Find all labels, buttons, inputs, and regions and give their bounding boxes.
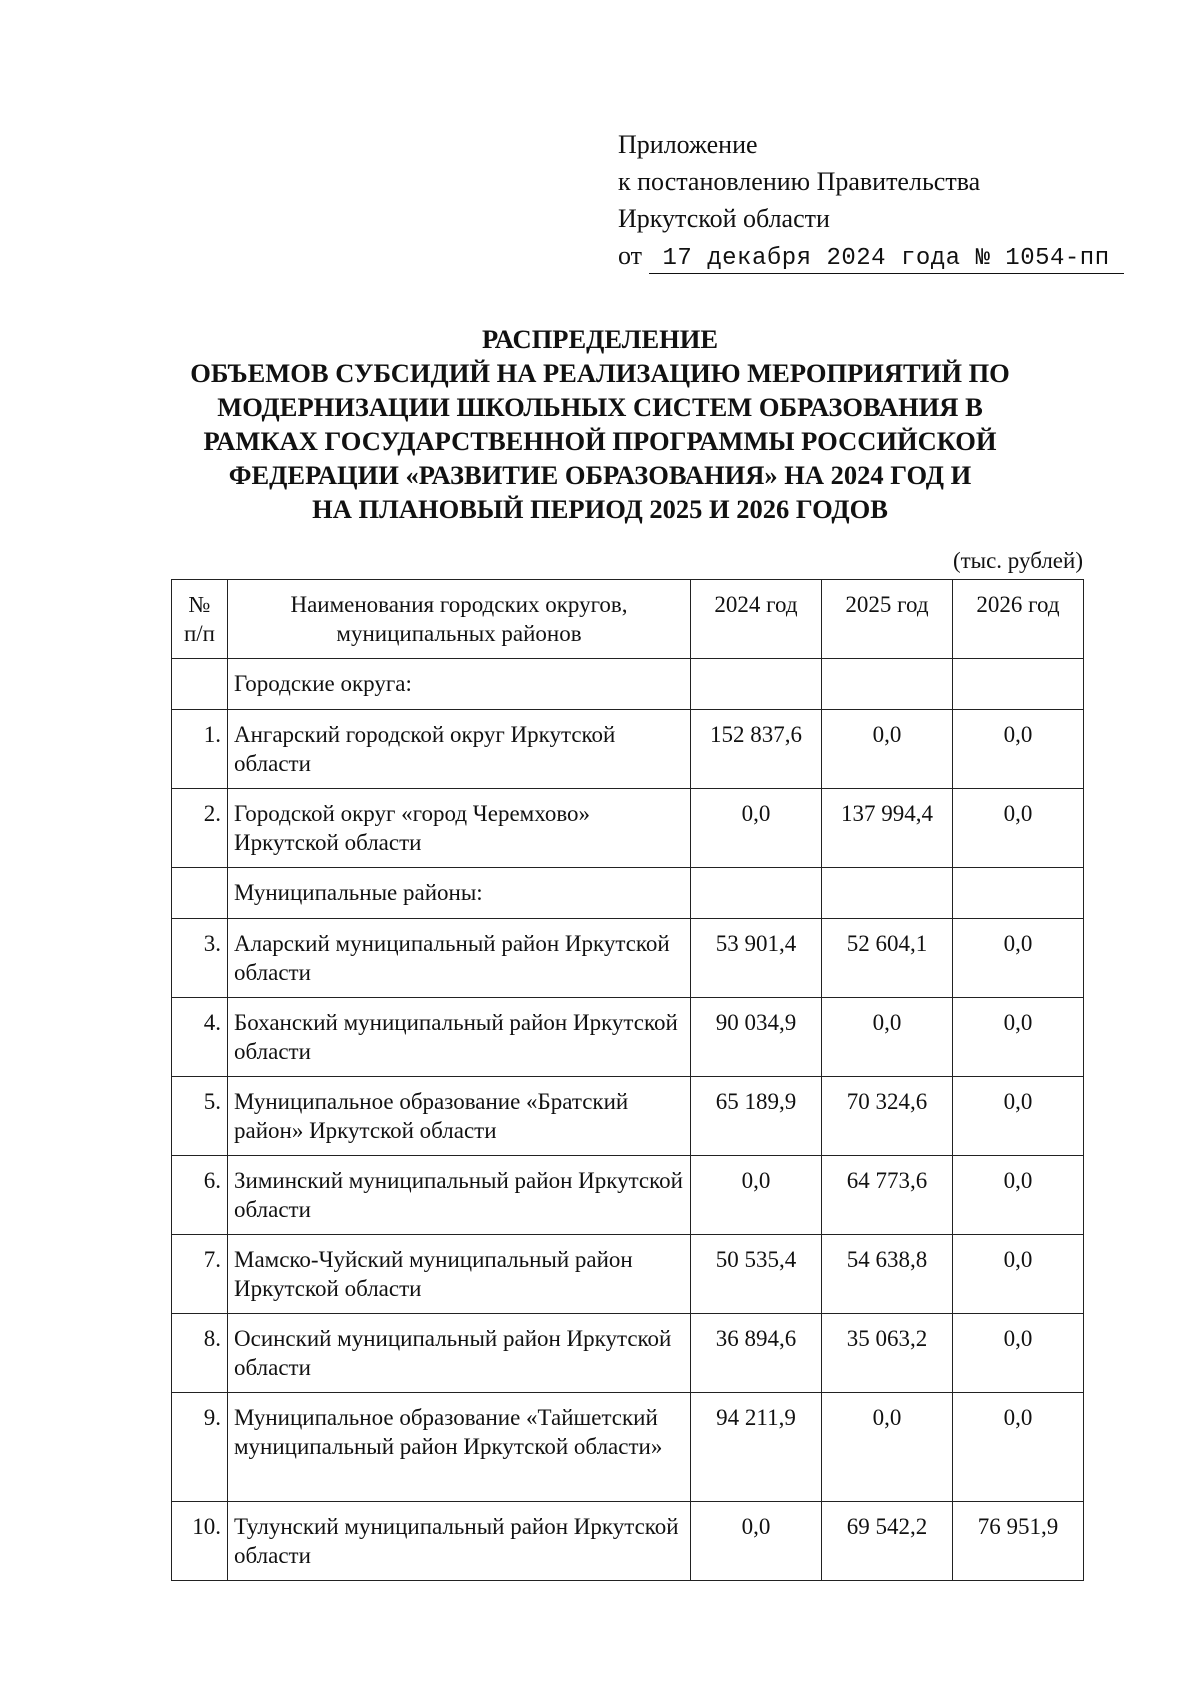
row-name: Боханский муниципальный район Иркутской области: [228, 998, 691, 1077]
header-name-line-1: Наименования городских округов,: [290, 592, 628, 617]
row-number: 8.: [172, 1314, 228, 1393]
row-name: Городской округ «город Черемхово» Иркутской области: [228, 789, 691, 868]
appendix-block: [618, 126, 1124, 274]
row-value-2026: 76 951,9: [953, 1502, 1084, 1581]
header-name-line-2: муниципальных районов: [336, 621, 582, 646]
row-name: Осинский муниципальный район Иркутской области: [228, 1314, 691, 1393]
row-value-2025: 0,0: [822, 1393, 953, 1502]
table-row: [172, 1314, 1084, 1393]
row-number: 5.: [172, 1077, 228, 1156]
group-label-urban: Городские округа:: [228, 659, 691, 710]
row-number: 9.: [172, 1393, 228, 1502]
group-empty-cell: [953, 659, 1084, 710]
title-line-1: РАСПРЕДЕЛЕНИЕ: [481, 324, 719, 354]
title-line-4: РАМКАХ ГОСУДАРСТВЕННОЙ ПРОГРАММЫ РОССИЙСКОЙ: [203, 426, 997, 456]
appendix-line-1: Приложение: [618, 130, 758, 159]
group-empty-cell: [822, 659, 953, 710]
row-number: 2.: [172, 789, 228, 868]
row-value-2025: 0,0: [822, 710, 953, 789]
table-row: [172, 789, 1084, 868]
appendix-line-2: к постановлению Правительства: [618, 167, 981, 196]
row-name: Аларский муниципальный район Иркутской области: [228, 919, 691, 998]
row-number: 3.: [172, 919, 228, 998]
header-number-line-1: №: [188, 592, 211, 617]
group-label-municipal: Муниципальные районы:: [228, 868, 691, 919]
row-value-2025: 35 063,2: [822, 1314, 953, 1393]
group-empty-cell: [822, 868, 953, 919]
row-value-2024: 65 189,9: [691, 1077, 822, 1156]
row-value-2026: 0,0: [953, 1156, 1084, 1235]
table-row: [172, 1156, 1084, 1235]
header-number-line-2: п/п: [183, 621, 215, 646]
row-value-2025: 54 638,8: [822, 1235, 953, 1314]
group-empty-cell: [691, 659, 822, 710]
row-value-2024: 0,0: [691, 1156, 822, 1235]
row-value-2024: 90 034,9: [691, 998, 822, 1077]
row-name: Тулунский муниципальный район Иркутской области: [228, 1502, 691, 1581]
table-row: [172, 998, 1084, 1077]
row-value-2025: 69 542,2: [822, 1502, 953, 1581]
row-value-2025: 52 604,1: [822, 919, 953, 998]
row-number: 10.: [172, 1502, 228, 1581]
row-number: 7.: [172, 1235, 228, 1314]
row-name: Муниципальное образование «Братский район» Иркутской области: [228, 1077, 691, 1156]
row-value-2026: 0,0: [953, 919, 1084, 998]
group-row-municipal: [172, 868, 1084, 919]
row-value-2025: 70 324,6: [822, 1077, 953, 1156]
row-name: Муниципальное образование «Тайшетский муниципальный район Иркутской области»: [228, 1393, 691, 1502]
group-empty-cell: [691, 868, 822, 919]
group-row-urban: [172, 659, 1084, 710]
row-value-2024: 152 837,6: [691, 710, 822, 789]
header-2024: 2024 год: [691, 580, 822, 659]
appendix-date-value: 17 декабря 2024 года № 1054-пп: [649, 246, 1124, 274]
appendix-date-prefix: от: [618, 241, 643, 270]
allocation-table: [171, 579, 1084, 1581]
table-row: [172, 1077, 1084, 1156]
row-value-2026: 0,0: [953, 1314, 1084, 1393]
title-line-2: ОБЪЕМОВ СУБСИДИЙ НА РЕАЛИЗАЦИЮ МЕРОПРИЯТИЙ ПО: [190, 358, 1010, 388]
document-title: [150, 322, 1050, 526]
row-name: Мамско-Чуйский муниципальный район Иркутской области: [228, 1235, 691, 1314]
header-2026: 2026 год: [953, 580, 1084, 659]
table-row: [172, 710, 1084, 789]
row-value-2026: 0,0: [953, 1077, 1084, 1156]
row-value-2025: 64 773,6: [822, 1156, 953, 1235]
table-row: [172, 919, 1084, 998]
appendix-line-3: Иркутской области: [618, 204, 830, 233]
table-header-row: [172, 580, 1084, 659]
group-number-cell: [172, 868, 228, 919]
row-name: Ангарский городской округ Иркутской области: [228, 710, 691, 789]
row-value-2024: 94 211,9: [691, 1393, 822, 1502]
row-value-2025: 137 994,4: [822, 789, 953, 868]
title-line-3: МОДЕРНИЗАЦИИ ШКОЛЬНЫХ СИСТЕМ ОБРАЗОВАНИЯ В: [217, 392, 983, 422]
table-row: [172, 1235, 1084, 1314]
header-name: [228, 580, 691, 659]
row-value-2026: 0,0: [953, 1235, 1084, 1314]
row-number: 6.: [172, 1156, 228, 1235]
units-note: (тыс. рублей): [952, 548, 1083, 573]
header-number: [172, 580, 228, 659]
row-value-2024: 36 894,6: [691, 1314, 822, 1393]
row-value-2026: 0,0: [953, 789, 1084, 868]
row-value-2024: 0,0: [691, 1502, 822, 1581]
table-row: [172, 1393, 1084, 1502]
row-name: Зиминский муниципальный район Иркутской области: [228, 1156, 691, 1235]
row-value-2026: 0,0: [953, 710, 1084, 789]
row-number: 1.: [172, 710, 228, 789]
row-value-2026: 0,0: [953, 998, 1084, 1077]
header-2025: 2025 год: [822, 580, 953, 659]
row-value-2025: 0,0: [822, 998, 953, 1077]
group-empty-cell: [953, 868, 1084, 919]
row-value-2024: 53 901,4: [691, 919, 822, 998]
appendix-date-row: [618, 237, 1124, 274]
row-number: 4.: [172, 998, 228, 1077]
title-line-5: ФЕДЕРАЦИИ «РАЗВИТИЕ ОБРАЗОВАНИЯ» НА 2024 ГОД И: [228, 460, 972, 490]
row-value-2026: 0,0: [953, 1393, 1084, 1502]
row-value-2024: 50 535,4: [691, 1235, 822, 1314]
title-line-6: НА ПЛАНОВЫЙ ПЕРИОД 2025 И 2026 ГОДОВ: [312, 494, 888, 524]
table-row: [172, 1502, 1084, 1581]
group-number-cell: [172, 659, 228, 710]
row-value-2024: 0,0: [691, 789, 822, 868]
